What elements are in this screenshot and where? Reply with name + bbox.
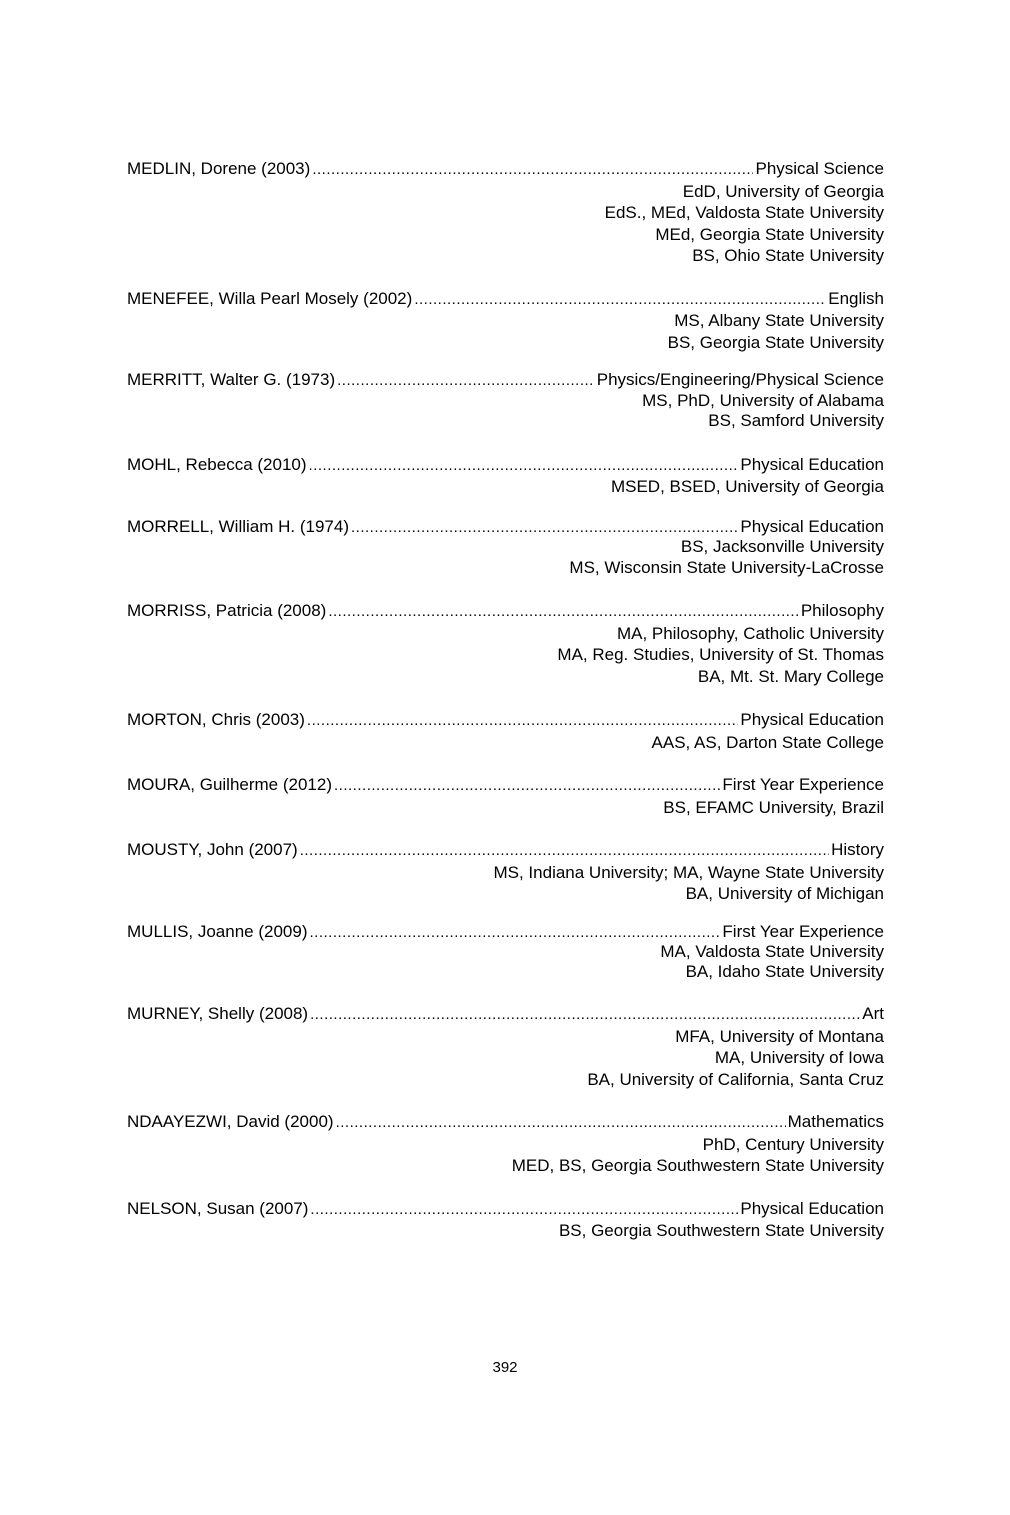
faculty-entry-morrell — [127, 517, 884, 579]
faculty-subject: English — [828, 288, 884, 308]
degree-line: BS, Georgia Southwestern State University — [558, 1221, 884, 1240]
degree-line: MEd, Georgia State University — [655, 224, 884, 244]
entry-heading — [127, 454, 884, 477]
faculty-subject: Art — [862, 1004, 884, 1023]
faculty-entry-mousty — [127, 839, 884, 905]
faculty-subject: Physical Education — [740, 710, 884, 729]
degree-line: MS, Albany State University — [674, 311, 884, 330]
faculty-subject: First Year Experience — [722, 921, 884, 941]
degree-line: BS, Georgia State University — [667, 332, 884, 352]
faculty-subject: Physical Science — [755, 159, 884, 178]
page-number: 392 — [492, 1359, 518, 1376]
faculty-name: MURNEY, Shelly (2008) — [127, 1004, 309, 1023]
degree-line: MA, Philosophy, Catholic University — [616, 623, 884, 643]
faculty-entry-mohl — [127, 454, 884, 498]
entry-heading — [127, 1003, 884, 1026]
degree-line: BS, Samford University — [708, 411, 884, 430]
faculty-list — [127, 158, 884, 1242]
degree-line: MA, Reg. Studies, University of St. Thomas — [557, 645, 884, 664]
entry-heading — [127, 517, 884, 538]
faculty-name: MEDLIN, Dorene (2003) — [127, 159, 311, 178]
faculty-entry-merritt — [127, 370, 884, 432]
degree-line: MFA, University of Montana — [675, 1026, 884, 1046]
faculty-entry-ndaayezwi — [127, 1111, 884, 1177]
entry-heading — [127, 922, 884, 943]
dot-leader — [307, 710, 738, 732]
faculty-name: MORRELL, William H. (1974) — [127, 516, 349, 536]
entry-heading — [127, 370, 884, 391]
dot-leader — [309, 455, 739, 477]
entry-heading — [127, 158, 884, 181]
degree-line: BS, Ohio State University — [692, 246, 884, 265]
faculty-subject: Physical Education — [740, 516, 884, 536]
degree-line: BS, EFAMC University, Brazil — [663, 797, 884, 817]
faculty-entry-morriss — [127, 600, 884, 687]
faculty-name: MULLIS, Joanne (2009) — [127, 921, 308, 941]
entry-heading — [127, 709, 884, 732]
dot-leader — [334, 775, 720, 797]
faculty-entry-nelson — [127, 1198, 884, 1242]
faculty-subject: Physics/Engineering/Physical Science — [596, 370, 884, 389]
faculty-subject: History — [831, 840, 884, 859]
faculty-subject: First Year Experience — [722, 775, 884, 794]
faculty-subject: Physical Education — [740, 454, 884, 474]
entry-heading — [127, 1198, 884, 1221]
faculty-entry-menefee — [127, 288, 884, 354]
degree-line: BS, Jacksonville University — [680, 537, 884, 556]
dot-leader — [300, 840, 829, 862]
degree-line: PhD, Century University — [702, 1134, 884, 1154]
faculty-subject: Mathematics — [787, 1112, 884, 1131]
degree-line: BA, Mt. St. Mary College — [697, 666, 884, 686]
degree-line: BA, University of California, Santa Cruz — [587, 1069, 884, 1089]
degree-line: BA, University of Michigan — [685, 884, 884, 903]
dot-leader — [414, 289, 826, 311]
entry-heading — [127, 600, 884, 623]
degree-line: AAS, AS, Darton State College — [651, 732, 884, 752]
degree-line: MA, Valdosta State University — [660, 942, 884, 961]
faculty-name: NELSON, Susan (2007) — [127, 1198, 309, 1218]
degree-line: EdS., MEd, Valdosta State University — [604, 203, 884, 222]
faculty-name: MOURA, Guilherme (2012) — [127, 775, 333, 794]
faculty-entry-mullis — [127, 922, 884, 982]
degree-line: MSED, BSED, University of Georgia — [610, 477, 884, 496]
dot-leader — [310, 1004, 860, 1026]
faculty-subject: Physical Education — [740, 1198, 884, 1218]
entry-heading — [127, 288, 884, 311]
faculty-name: MORTON, Chris (2003) — [127, 710, 305, 729]
faculty-name: NDAAYEZWI, David (2000) — [127, 1112, 334, 1131]
faculty-name: MERRITT, Walter G. (1973) — [127, 370, 336, 389]
dot-leader — [328, 601, 798, 623]
dot-leader — [351, 518, 738, 538]
faculty-subject: Philosophy — [800, 601, 884, 620]
degree-line: MA, University of Iowa — [714, 1048, 884, 1067]
entry-heading — [127, 1111, 884, 1134]
degree-line: EdD, University of Georgia — [682, 181, 884, 201]
entry-heading — [127, 774, 884, 797]
faculty-name: MORRISS, Patricia (2008) — [127, 601, 327, 620]
faculty-entry-moura — [127, 774, 884, 818]
degree-line: MS, Indiana University; MA, Wayne State University — [493, 862, 884, 882]
entry-heading — [127, 839, 884, 862]
dot-leader — [310, 1199, 738, 1221]
faculty-entry-morton — [127, 709, 884, 753]
degree-line: BA, Idaho State University — [685, 961, 884, 981]
dot-leader — [310, 923, 721, 943]
faculty-name: MENEFEE, Willa Pearl Mosely (2002) — [127, 288, 413, 308]
dot-leader — [312, 159, 753, 181]
faculty-name: MOUSTY, John (2007) — [127, 840, 298, 859]
dot-leader — [336, 1112, 786, 1134]
degree-line: MS, PhD, University of Alabama — [642, 390, 884, 410]
degree-line: MED, BS, Georgia Southwestern State University — [511, 1156, 884, 1175]
dot-leader — [337, 371, 595, 391]
faculty-name: MOHL, Rebecca (2010) — [127, 454, 307, 474]
degree-line: MS, Wisconsin State University-LaCrosse — [569, 557, 884, 577]
faculty-entry-murney — [127, 1003, 884, 1090]
faculty-entry-medlin — [127, 158, 884, 267]
